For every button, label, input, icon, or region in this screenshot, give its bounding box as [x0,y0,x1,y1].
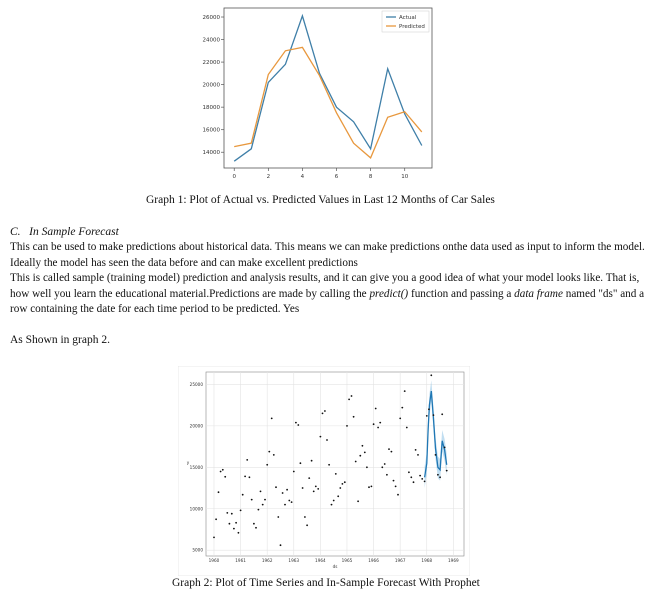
observed-point [238,532,240,534]
y-tick-label: 22000 [202,60,220,67]
observed-point [264,499,266,501]
graph2-forecast-chart [178,366,470,576]
x-tick-label: 1963 [288,558,300,563]
paragraph-2-part-c: named "ds" and a row containing the date for each time period to be predicted. Yes [10,287,645,316]
observed-point [231,513,233,515]
observed-point [446,470,448,472]
observed-point [346,425,348,427]
observed-point [297,424,299,426]
observed-point [322,413,324,415]
x-tick-label: 1964 [315,558,326,563]
observed-point [224,476,226,478]
observed-point [300,462,302,464]
y-tick-label: 20000 [202,82,220,89]
observed-point [333,500,335,502]
x-tick-label: 1969 [448,558,459,563]
observed-point [386,474,388,476]
observed-point [408,471,410,473]
y-tick-label: 5000 [192,547,203,553]
observed-point [326,439,328,441]
observed-point [262,504,264,506]
observed-point [258,509,260,511]
y-tick-label: 24000 [202,37,220,44]
x-tick-label: 4 [300,174,305,180]
observed-point [271,418,273,420]
as-shown-text: As Shown in graph 2. [10,334,110,346]
observed-point [364,452,366,454]
observed-point [419,475,421,477]
x-tick-label: 1960 [208,558,220,563]
x-tick-label: 0 [232,174,236,180]
observed-point [381,466,383,468]
y-axis-label: y [186,460,190,465]
legend-label: Predicted [399,24,425,30]
observed-point [410,476,412,478]
section-heading [10,226,119,238]
observed-point [215,518,217,520]
code-predict: predict() [369,287,409,300]
observed-point [439,476,441,478]
observed-point [362,445,364,447]
observed-point [368,486,370,488]
observed-point [339,487,341,489]
legend-label: Actual [399,15,417,21]
y-tick-label: 18000 [202,105,220,112]
observed-point [284,504,286,506]
x-tick-label: 1966 [368,558,379,563]
observed-point [268,451,270,453]
x-tick-label: 8 [368,174,373,180]
x-tick-label: 1968 [421,558,433,563]
observed-point [244,476,246,478]
observed-point [437,474,439,476]
observed-point [391,451,393,453]
observed-point [288,500,290,502]
observed-point [253,523,255,525]
observed-point [293,471,295,473]
observed-point [399,418,401,420]
observed-point [266,464,268,466]
observed-point [306,524,308,526]
observed-point [351,395,353,397]
x-tick-label: 10 [401,174,409,180]
observed-point [406,427,408,429]
observed-point [275,486,277,488]
y-tick-label: 26000 [202,15,220,22]
observed-point [441,413,443,415]
observed-point [401,407,403,409]
observed-point [235,522,237,524]
observed-point [249,476,251,478]
observed-point [428,408,430,410]
observed-point [335,473,337,475]
observed-point [246,459,248,461]
graph2-caption: Graph 2: Plot of Time Series and In-Sample Forecast With Prophet [172,577,480,589]
observed-point [320,436,322,438]
observed-point [280,544,282,546]
observed-point [222,469,224,471]
x-tick-label: 1965 [341,558,353,563]
observed-point [417,454,419,456]
observed-point [282,492,284,494]
section-body [10,240,650,318]
observed-point [337,495,339,497]
graph1-line-chart [196,2,440,188]
observed-point [444,447,446,449]
observed-point [226,512,228,514]
observed-point [415,449,417,451]
observed-point [348,399,350,401]
x-tick-label: 1961 [235,558,246,563]
paragraph-1: This can be used to make predictions about historical data. This means we can make predictions onthe data used as input to inform the model. Ideally the model has seen the data before and can make excellent predictions [10,241,645,269]
observed-point [371,486,373,488]
x-tick-label: 1967 [394,558,406,563]
observed-point [317,488,319,490]
observed-point [395,486,397,488]
code-data-frame: data frame [514,287,563,300]
observed-point [430,374,432,376]
observed-point [295,422,297,424]
observed-point [229,523,231,525]
observed-point [353,416,355,418]
observed-point [315,486,317,488]
observed-point [377,427,379,429]
graph1-caption: Graph 1: Plot of Actual vs. Predicted Values in Last 12 Months of Car Sales [146,194,495,206]
observed-point [277,516,279,518]
observed-point [384,463,386,465]
observed-point [273,454,275,456]
observed-point [426,415,428,417]
observed-point [421,478,423,480]
section-title: In Sample Forecast [29,226,119,238]
observed-point [331,504,333,506]
observed-point [324,410,326,412]
observed-point [213,537,215,539]
observed-point [251,499,253,501]
observed-point [397,494,399,496]
observed-point [355,461,357,463]
observed-point [313,491,315,493]
observed-point [302,487,304,489]
x-tick-label: 2 [266,174,271,180]
observed-point [233,528,235,530]
paragraph-2 [10,271,650,318]
y-tick-label: 10000 [189,506,203,512]
observed-point [260,491,262,493]
observed-point [379,422,381,424]
y-tick-label: 25000 [189,381,203,387]
paragraph-2-part-b: function and passing a [408,287,515,300]
y-tick-label: 14000 [202,150,220,157]
observed-point [404,390,406,392]
observed-point [220,471,222,473]
y-tick-label: 20000 [189,423,203,429]
y-tick-label: 16000 [202,127,220,134]
x-tick-label: 6 [334,174,339,180]
observed-point [366,466,368,468]
observed-point [218,491,220,493]
observed-point [308,477,310,479]
observed-point [357,500,359,502]
observed-point [304,516,306,518]
observed-point [373,423,375,425]
observed-point [433,414,435,416]
observed-point [342,483,344,485]
observed-point [388,448,390,450]
observed-point [286,489,288,491]
observed-point [413,481,415,483]
observed-point [424,481,426,483]
observed-point [393,480,395,482]
observed-point [240,510,242,512]
section-label: C. [10,226,21,238]
observed-point [375,408,377,410]
observed-point [435,454,437,456]
x-tick-label: 1962 [261,558,273,563]
observed-point [328,464,330,466]
observed-point [359,455,361,457]
observed-point [242,494,244,496]
observed-point [255,527,257,529]
observed-point [344,481,346,483]
observed-point [291,501,293,503]
x-axis-label: ds [332,564,338,569]
observed-point [311,460,313,462]
y-tick-label: 15000 [189,464,203,470]
paragraph-2-part-a: This is called sample (training model) prediction and analysis results, and it can give you a good idea of what your model looks like. That is, how well you learn the educational material.Predictions are made by calling the [10,272,640,300]
